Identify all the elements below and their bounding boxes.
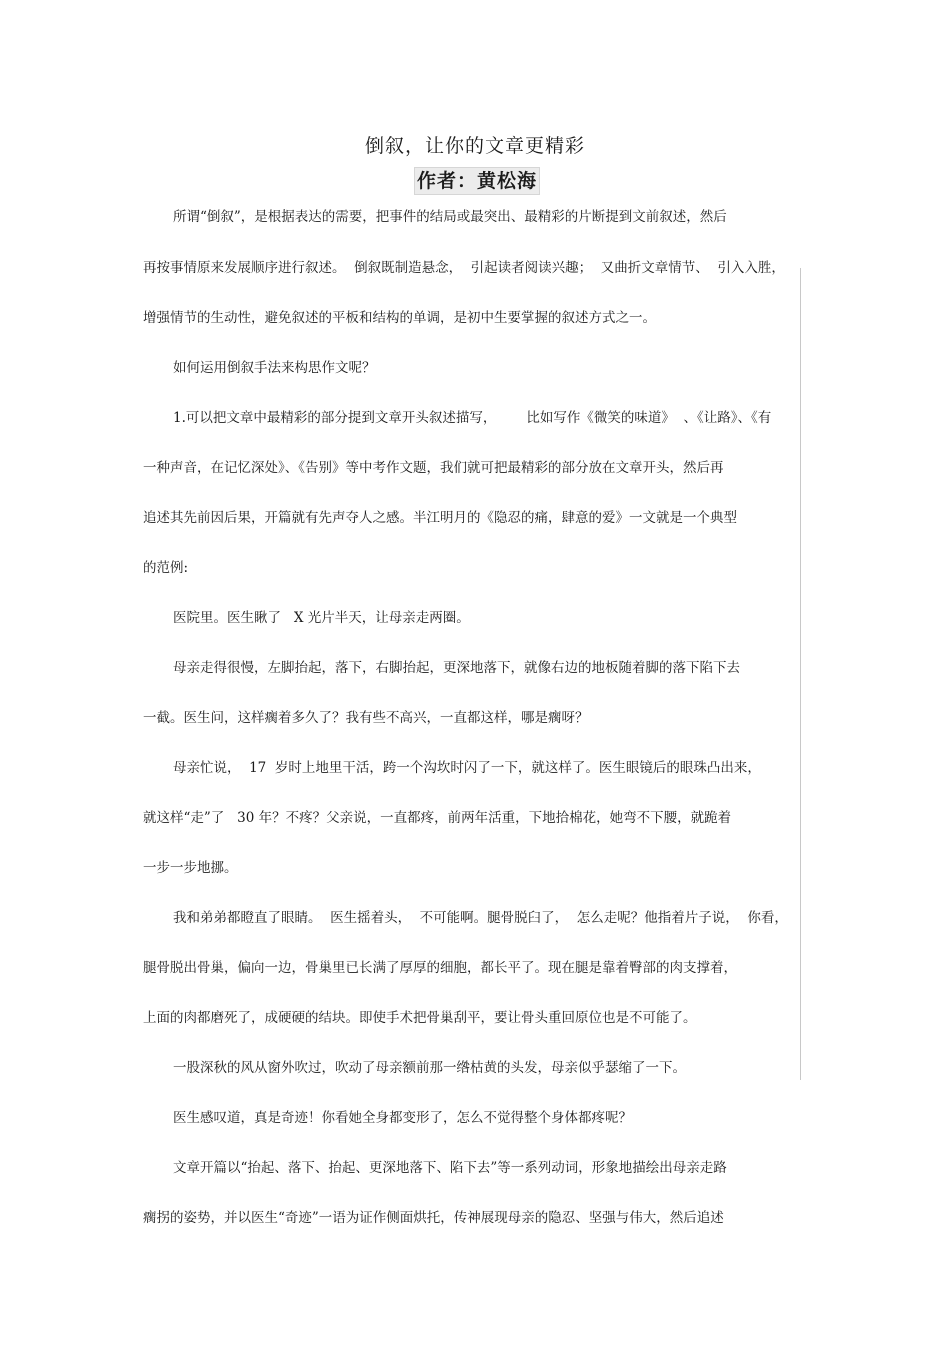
page-frame-line [800, 268, 801, 1080]
paragraph-line: 所谓“倒叙”，是根据表达的需要，把事件的结局或最突出、最精彩的片断提到文前叙述，然后 [173, 209, 727, 225]
paragraph-line: 一步一步地挪。 [143, 860, 238, 876]
paragraph-line: 瘸拐的姿势，并以医生“奇迹”一语为证作侧面烘托，传神展现母亲的隐忍、坚强与伟大，然后追述 [143, 1210, 724, 1226]
article-title: 倒叙，让你的文章更精彩 [364, 135, 585, 157]
paragraph-line: 一种声音，在记忆深处》、《告别》等中考作文题，我们就可把最精彩的部分放在文章开头，然后再 [143, 460, 724, 476]
paragraph-line: 一截。医生问，这样瘸着多久了？我有些不高兴，一直都这样，哪是瘸呀？ [143, 710, 589, 726]
paragraph-line: 追述其先前因后果，开篇就有先声夺人之感。半江明月的《隐忍的痛，肆意的爱》一文就是一个典型 [143, 510, 737, 526]
paragraph-line: 医生感叹道，真是奇迹！你看她全身都变形了，怎么不觉得整个身体都疼呢？ [173, 1110, 632, 1126]
paragraph-line: 一股深秋的风从窗外吹过，吹动了母亲额前那一绺枯黄的头发，母亲似乎瑟缩了一下。 [173, 1060, 686, 1076]
paragraph-line: 就这样“走”了 30 年？不疼？父亲说，一直都疼，前两年活重，下地拾棉花，她弯不下腰，就跪着 [143, 810, 732, 826]
paragraph-line: 如何运用倒叙手法来构思作文呢？ [173, 360, 376, 376]
paragraph-line: 医院里。医生瞅了 X 光片半天，让母亲走两圈。 [173, 610, 470, 626]
paragraph-line: 腿骨脱出骨巢，偏向一边，骨巢里已长满了厚厚的细胞，都长平了。现在腿是靠着臀部的肉支撑着， [143, 960, 737, 976]
paragraph-line: 上面的肉都磨死了，成硬硬的结块。即使手术把骨巢刮平，要让骨头重回原位也是不可能了。 [143, 1010, 697, 1026]
paragraph-line: 母亲走得很慢，左脚抬起，落下，右脚抬起，更深地落下，就像右边的地板随着脚的落下陷下去 [173, 660, 740, 676]
paragraph-line: 我和弟弟都瞪直了眼睛。 医生摇着头， 不可能啊。腿骨脱臼了， 怎么走呢？他指着片子说， 你看， [173, 910, 788, 926]
author-label: 作者：黄松海 [414, 167, 540, 195]
paragraph-line: 1.可以把文章中最精彩的部分提到文章开头叙述描写， 比如写作《微笑的味道》 、《让路》、《有 [173, 410, 772, 426]
paragraph-line: 文章开篇以“抬起、落下、抬起、更深地落下、陷下去”等一系列动词，形象地描绘出母亲走路 [173, 1160, 727, 1176]
paragraph-line: 再按事情原来发展顺序进行叙述。 倒叙既制造悬念， 引起读者阅读兴趣； 又曲折文章情节、 引入入胜， [143, 260, 785, 276]
paragraph-line: 增强情节的生动性，避免叙述的平板和结构的单调，是初中生要掌握的叙述方式之一。 [143, 310, 656, 326]
paragraph-line: 母亲忙说， 17 岁时上地里干活，跨一个沟坎时闪了一下，就这样了。医生眼镜后的眼珠凸出来， [173, 760, 761, 776]
paragraph-line: 的范例: [143, 560, 189, 576]
